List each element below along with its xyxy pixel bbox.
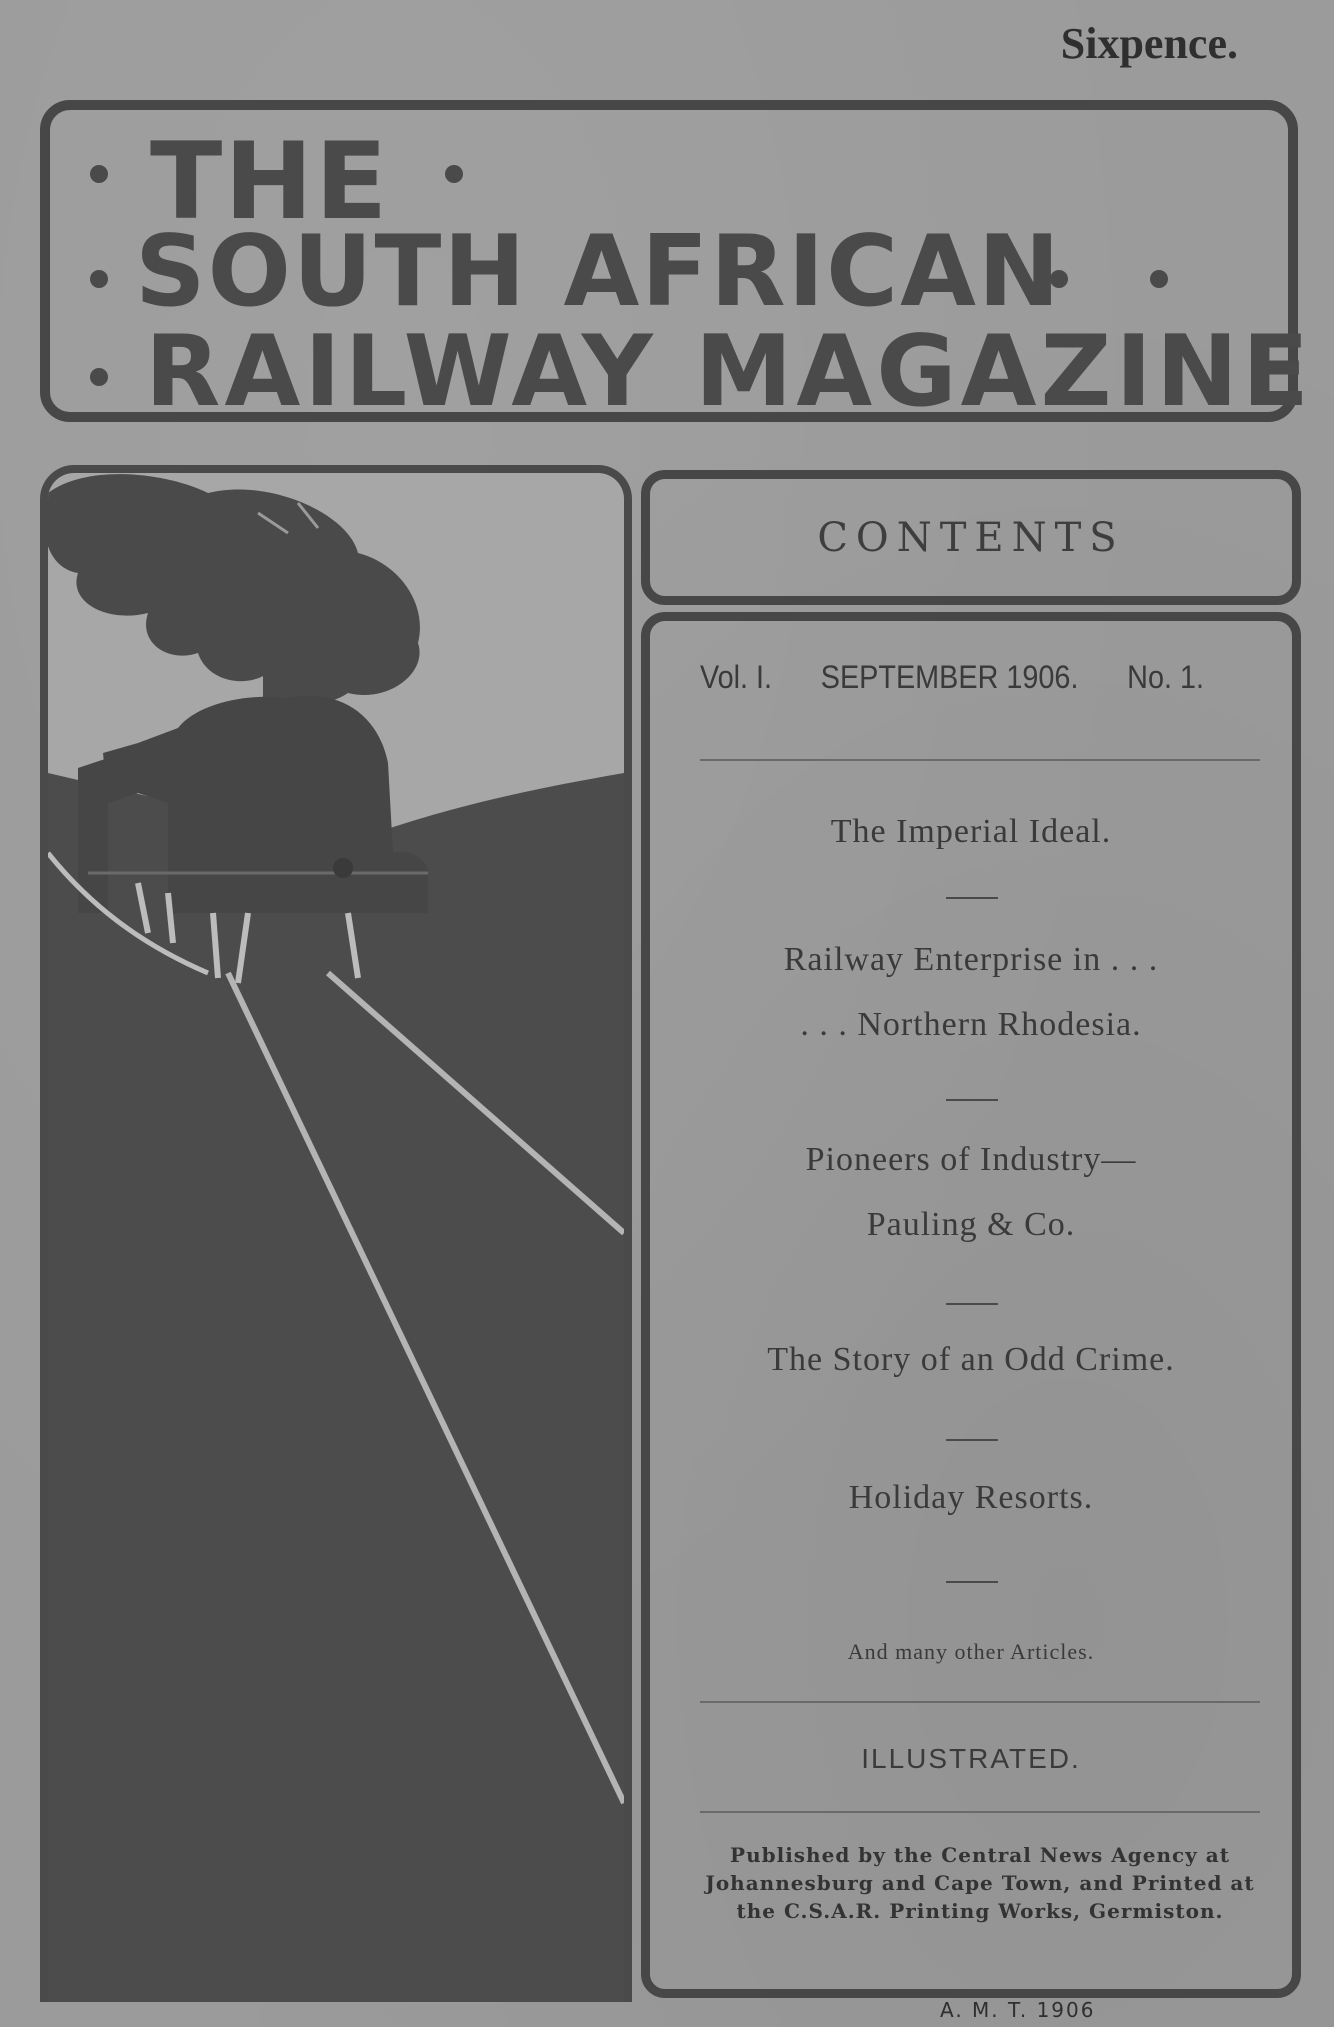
- contents-item: The Imperial Ideal.: [830, 813, 1112, 850]
- issue-date: SEPTEMBER 1906.: [820, 659, 1079, 695]
- publisher-line: Published by the Central News Agency at: [730, 1843, 1230, 1867]
- divider: [700, 759, 1260, 761]
- more-articles: And many other Articles.: [847, 1639, 1095, 1664]
- smoke-cloud: [48, 474, 420, 703]
- short-divider: [946, 1303, 998, 1305]
- divider: [700, 1811, 1260, 1813]
- contents-item: The Story of an Odd Crime.: [767, 1341, 1175, 1378]
- ornament-dot: [1150, 270, 1168, 288]
- illustrated-label: ILLUSTRATED.: [861, 1743, 1081, 1774]
- contents-heading: CONTENTS: [817, 515, 1125, 561]
- contents-item: Holiday Resorts.: [848, 1479, 1094, 1516]
- ornament-dot: [90, 165, 108, 183]
- ornament-dot: [445, 165, 463, 183]
- publisher-note: [700, 1841, 1260, 1925]
- train-picture: [48, 473, 624, 2002]
- locomotive-illustration: [40, 465, 632, 2002]
- short-divider: [946, 897, 998, 899]
- price-label: Sixpence.: [1060, 19, 1238, 68]
- issue-number: No. 1.: [1127, 659, 1204, 695]
- short-divider: [946, 1581, 998, 1583]
- issue-line: [700, 659, 1204, 696]
- title-railway-magazine: RAILWAY MAGAZINE: [145, 315, 1313, 429]
- volume-label: Vol. I.: [700, 659, 773, 695]
- title-south-african: SOUTH AFRICAN: [135, 215, 1062, 329]
- contents-item: Pauling & Co.: [866, 1206, 1076, 1243]
- publisher-line: the C.S.A.R. Printing Works, Germiston.: [736, 1899, 1224, 1923]
- publisher-line: Johannesburg and Cape Town, and Printed at: [705, 1871, 1255, 1895]
- ornament-dot: [90, 270, 108, 288]
- contents-item: Pioneers of Industry—: [805, 1141, 1137, 1178]
- short-divider: [946, 1099, 998, 1101]
- divider: [700, 1701, 1260, 1703]
- title-panel: [40, 100, 1313, 429]
- artist-signature: A. M. T. 1906: [940, 1998, 1096, 2022]
- contents-item: Railway Enterprise in . . .: [783, 941, 1159, 978]
- chimney: [263, 638, 305, 698]
- hill: [48, 773, 624, 2002]
- ornament-dot: [90, 368, 108, 386]
- contents-header: [641, 470, 1301, 605]
- contents-panel: [641, 612, 1301, 1998]
- contents-item: . . . Northern Rhodesia.: [800, 1006, 1142, 1043]
- short-divider: [946, 1439, 998, 1441]
- title-the: THE: [150, 120, 390, 243]
